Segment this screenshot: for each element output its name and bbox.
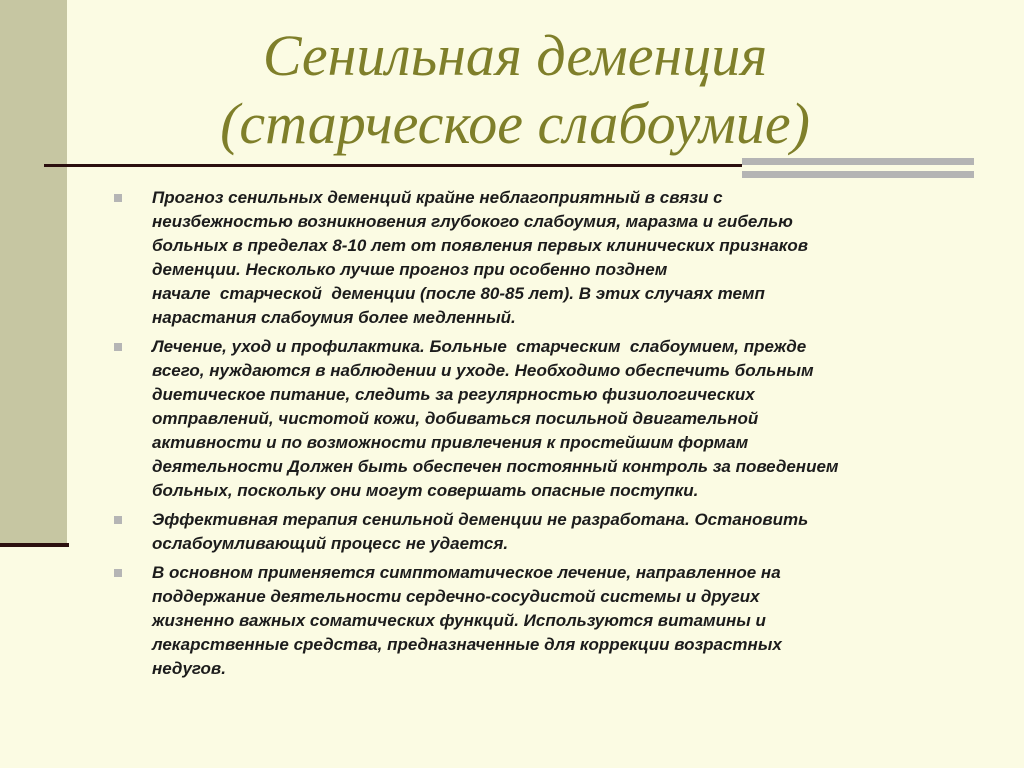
left-bar-underline — [0, 543, 69, 547]
bullet-text-line: недугов. — [152, 659, 226, 678]
left-decorative-bar — [0, 0, 67, 546]
bullet-text-line: больных, поскольку они могут совершать опасные поступки. — [152, 481, 699, 500]
bullet-text-line: Прогноз сенильных деменций крайне неблагоприятный в связи с — [152, 188, 723, 207]
bullet-item — [110, 508, 970, 556]
title-line-1: Сенильная деменция — [262, 23, 768, 88]
title-line-2: (старческое слабоумие) — [220, 91, 810, 156]
bullet-text-line: отправлений, чистотой кожи, добиваться посильной двигательной — [152, 409, 759, 428]
bullet-text-line: всего, нуждаются в наблюдении и уходе. Необходимо обеспечить больным — [152, 361, 814, 380]
bullet-text-line: Эффективная терапия сенильной деменции не разработана. Остановить — [152, 510, 809, 529]
bullet-item — [110, 186, 970, 330]
square-bullet-icon — [114, 516, 122, 524]
bullet-item — [110, 561, 970, 681]
bullet-text-line: лекарственные средства, предназначенные для коррекции возрастных — [152, 635, 782, 654]
bullet-text-line: поддержание деятельности сердечно-сосудистой системы и других — [152, 587, 760, 606]
bullet-text-line: нарастания слабоумия более медленный. — [152, 308, 516, 327]
bullet-text-line: больных в пределах 8-10 лет от появления первых клинических признаков — [152, 236, 809, 255]
slide-title — [150, 22, 880, 158]
title-divider-rule — [44, 164, 742, 167]
bullet-text-line: ослабоумливающий процесс не удается. — [152, 534, 509, 553]
bullet-text-line: диетическое питание, следить за регулярностью физиологических — [152, 385, 755, 404]
bullet-text-line: неизбежностью возникновения глубокого слабоумия, маразма и гибелью — [152, 212, 793, 231]
square-bullet-icon — [114, 194, 122, 202]
bullet-text-line: деменции. Несколько лучше прогноз при особенно позднем — [152, 260, 668, 279]
bullet-text-line: Лечение, уход и профилактика. Больные старческим слабоумием, прежде — [152, 337, 807, 356]
bullet-text-line: деятельности Должен быть обеспечен постоянный контроль за поведением — [152, 457, 839, 476]
bullet-text-line: начале старческой деменции (после 80-85 лет). В этих случаях темп — [152, 284, 765, 303]
bullet-text-line: активности и по возможности привлечения к простейшим формам — [152, 433, 749, 452]
bullet-text-line: В основном применяется симптоматическое лечение, направленное на — [152, 563, 781, 582]
bullet-text-line: жизненно важных соматических функций. Используются витамины и — [152, 611, 766, 630]
bullet-item — [110, 335, 970, 503]
grey-accent-rule-top — [742, 158, 974, 165]
square-bullet-icon — [114, 569, 122, 577]
square-bullet-icon — [114, 343, 122, 351]
bullet-list — [110, 186, 970, 686]
grey-accent-rule-bottom — [742, 171, 974, 178]
